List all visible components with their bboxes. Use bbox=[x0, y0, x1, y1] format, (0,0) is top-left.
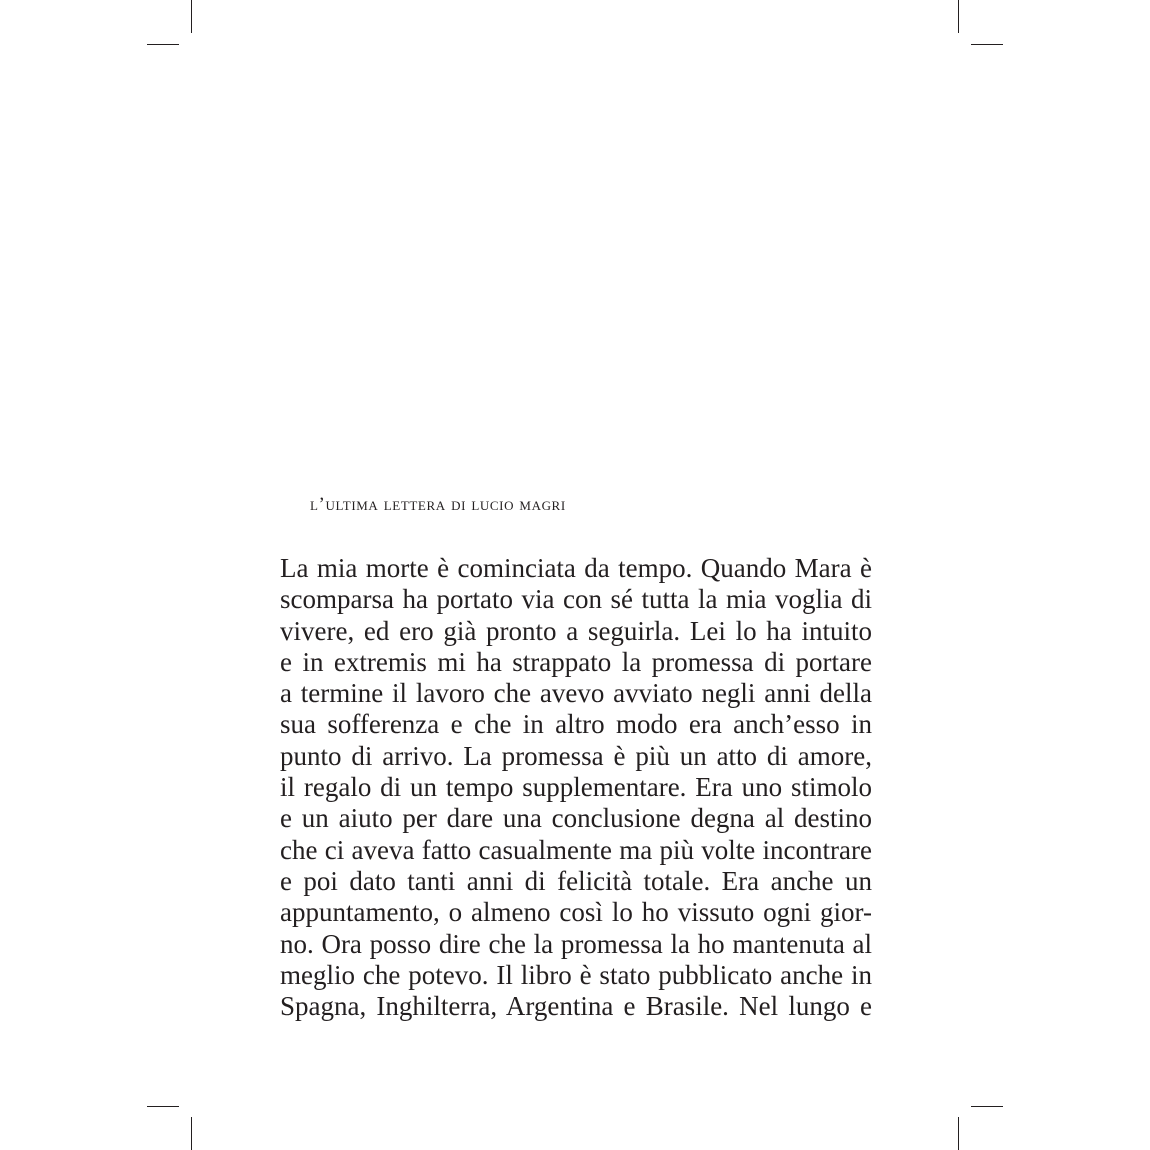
text-line: appuntamento, o almeno così lo ho vissuto ogni gior- bbox=[280, 897, 872, 928]
text-line: a termine il lavoro che avevo avviato negli anni della bbox=[280, 678, 872, 709]
text-line: e in extremis mi ha strappato la promessa di portare bbox=[280, 646, 872, 677]
text-line: La mia morte è cominciata da tempo. Quando Mara è bbox=[280, 553, 872, 583]
text-line: e un aiuto per dare una conclusione degna al destino bbox=[280, 803, 872, 834]
crop-mark-top-left-horizontal bbox=[147, 44, 179, 45]
text-line: punto di arrivo. La promessa è più un atto di amore, bbox=[280, 740, 872, 771]
text-line: scomparsa ha portato via con sé tutta la mia voglia di bbox=[280, 584, 872, 615]
text-line: e poi dato tanti anni di felicità totale. Era anche un bbox=[280, 865, 872, 896]
text-line: no. Ora posso dire che la promessa la ho mantenuta al bbox=[280, 928, 872, 959]
text-line: meglio che potevo. Il libro è stato pubblicato anche in bbox=[280, 959, 872, 990]
crop-mark-top-right-vertical bbox=[958, 0, 959, 33]
text-line: il regalo di un tempo supplementare. Era uno stimolo bbox=[280, 772, 872, 803]
crop-mark-bottom-right-vertical bbox=[958, 1117, 959, 1150]
crop-mark-bottom-left-vertical bbox=[191, 1117, 192, 1150]
crop-mark-top-left-vertical bbox=[191, 0, 192, 33]
chapter-title: l’ultima lettera di lucio magri bbox=[310, 494, 566, 515]
text-line: Spagna, Inghilterra, Argentina e Brasile. Nel lungo e bbox=[280, 991, 872, 1022]
text-line: che ci aveva fatto casualmente ma più volte incontrare bbox=[280, 834, 872, 865]
body-paragraph bbox=[280, 553, 872, 1022]
crop-mark-top-right-horizontal bbox=[971, 44, 1003, 45]
crop-mark-bottom-left-horizontal bbox=[147, 1106, 179, 1107]
text-line: sua sofferenza e che in altro modo era anch’esso in bbox=[280, 709, 872, 740]
crop-mark-bottom-right-horizontal bbox=[971, 1106, 1003, 1107]
text-line: vivere, ed ero già pronto a seguirla. Lei lo ha intuito bbox=[280, 615, 872, 646]
